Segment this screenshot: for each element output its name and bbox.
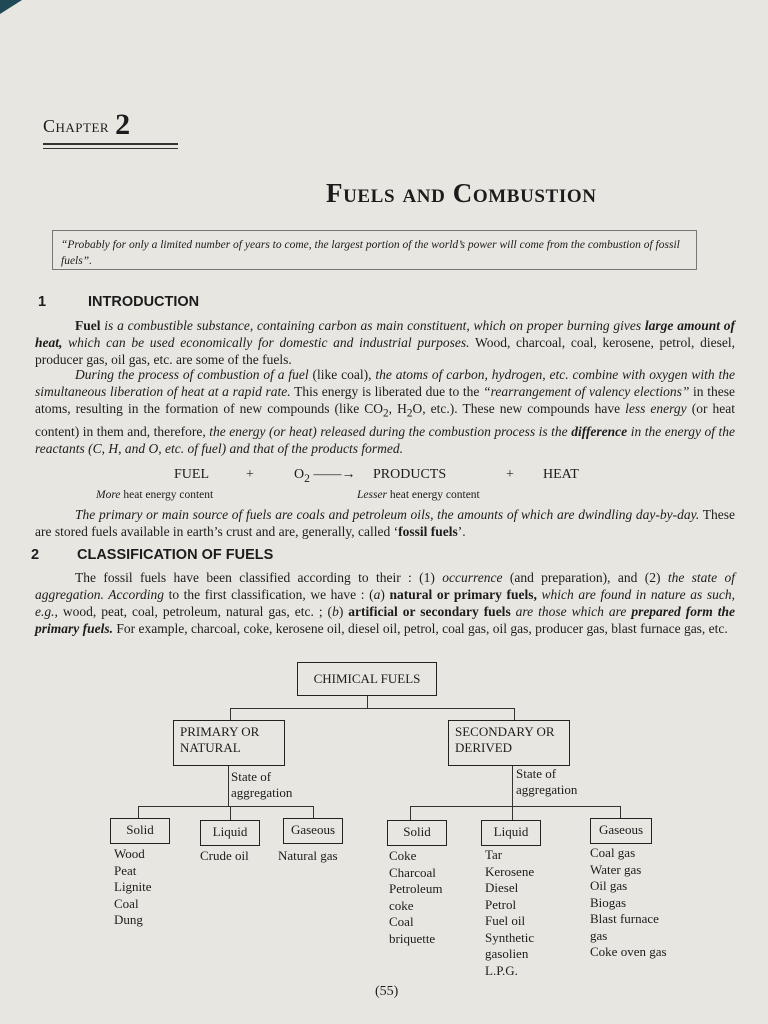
list-item: Biogas [590, 894, 627, 910]
intro-paragraph-1 [35, 317, 735, 368]
list-item: Diesel [485, 880, 519, 895]
connector [620, 806, 621, 818]
text-run: This energy is liberated due to the [290, 384, 484, 399]
text-run: (or heat content) in them and, therefore, [35, 401, 735, 439]
chapter-title: Fuels and Combustion [326, 178, 597, 208]
list-item: Coke oven gas [590, 944, 667, 959]
eq-arrow: ——→ [313, 467, 356, 482]
text-run: “rearrangement of valency elections” [483, 384, 690, 399]
list-item: Natural gas [278, 848, 338, 863]
subscript: 2 [406, 407, 413, 420]
text-run: the atoms of carbon, hydrogen, etc. combine with oxygen with the simultaneous liberation of heat at a rapid rate. [35, 367, 735, 399]
state-label-right: State of aggregation [516, 766, 578, 797]
text-run: large amount of heat, [35, 318, 735, 350]
section-number: 1 [38, 294, 47, 310]
connector [138, 806, 314, 807]
text-run: less energy [625, 401, 687, 416]
intro-paragraph-2 [35, 366, 735, 457]
connector [138, 806, 139, 818]
list-item: Dung [114, 912, 143, 927]
connector [367, 696, 368, 708]
text-run: More [96, 489, 121, 501]
text-run: Lesser [357, 489, 388, 501]
secondary-liquid-node: Liquid [481, 820, 541, 846]
list-item: Petrol [485, 896, 517, 912]
text-run: occurrence [442, 570, 503, 585]
text-run: (like coal), [308, 367, 376, 382]
text-run: a [373, 587, 381, 602]
list-item: gasolien [485, 946, 529, 961]
connector [410, 806, 411, 820]
energy-label-left [96, 489, 213, 501]
list-item: Kerosene [485, 863, 535, 879]
term-fuel: Fuel [75, 318, 101, 333]
section-title: INTRODUCTION [88, 294, 200, 310]
connector [512, 806, 513, 820]
connector [230, 708, 514, 709]
text-run: to the first classification, we have : ( [163, 587, 374, 602]
connector [514, 708, 515, 720]
energy-label-right [357, 489, 480, 501]
text-run: fossil fuels [398, 524, 458, 539]
text-run: which can be used economically for domestic and industrial purposes. [62, 335, 470, 350]
text-run: For example, charcoal, coke, kerosene oil, diesel oil, petrol, coal gas, oil gas, producer gas, blast furnace gas, etc. [113, 621, 728, 636]
chapter-rule [43, 143, 178, 149]
connector [512, 766, 513, 806]
list-item: Coke [389, 848, 417, 863]
primary-liquid-list [200, 848, 249, 865]
list-item: Tar [485, 847, 503, 862]
eq-fuel: FUEL [174, 467, 209, 482]
text-run: in these atoms, resulting in the formation of new compounds (like CO [35, 384, 735, 416]
root-node: CHIMICAL FUELS [297, 662, 437, 696]
text-run: The fossil fuels have been classified according to their : (1) [75, 570, 443, 585]
text-run: are those which are [510, 604, 632, 619]
primary-node: PRIMARY OR NATURAL [173, 720, 285, 766]
section-title: CLASSIFICATION OF FUELS [77, 547, 274, 563]
text-run: b [332, 604, 339, 619]
list-item: Charcoal [389, 864, 436, 880]
text-run: the state of aggregation. According [35, 570, 736, 602]
epigraph-quote: “Probably for only a limited number of years to come, the largest portion of the world’s power will come from the combustion of fossil fuels”. [52, 230, 697, 270]
text-run: (and preparation), and (2) [502, 570, 668, 585]
secondary-solid-node: Solid [387, 820, 447, 846]
list-item: Petroleum [389, 881, 443, 896]
section-number: 2 [31, 547, 40, 563]
secondary-solid-list [389, 848, 442, 947]
list-item: Fuel oil [485, 913, 526, 928]
eq-plus-2: + [506, 467, 514, 482]
classification-paragraph [35, 569, 735, 637]
list-item: Synthetic [485, 929, 535, 945]
chapter-number: 2 [115, 108, 131, 141]
text-run: O, etc.). These new compounds have [412, 401, 626, 416]
secondary-gaseous-node: Gaseous [590, 818, 652, 844]
text-run: heat energy content [120, 489, 214, 501]
connector [228, 766, 229, 806]
connector [230, 708, 231, 720]
primary-solid-list [114, 846, 152, 929]
list-item: Peat [114, 862, 137, 878]
text-run: wood, peat, coal, petroleum, natural gas, etc. ; ( [57, 604, 333, 619]
list-item: Lignite [114, 879, 152, 894]
eq-oxygen [294, 467, 355, 485]
list-item: Coal [114, 895, 139, 911]
list-item: L.P.G. [485, 962, 518, 978]
subscript: 2 [304, 471, 310, 485]
connector [313, 806, 314, 818]
list-item: coke [389, 897, 414, 913]
list-item: briquette [389, 930, 436, 946]
list-item: Oil gas [590, 878, 628, 893]
text-run: the energy (or heat) released during the combustion process is the [209, 423, 572, 439]
text-run: Wood, charcoal, coal, kerosene, petrol, diesel, producer gas, oil gas, etc. are some of the fuels. [35, 335, 736, 367]
corner-mark [0, 0, 22, 14]
secondary-node: SECONDARY OR DERIVED [448, 720, 570, 766]
section-2-heading [31, 547, 273, 563]
text-run: ) [380, 587, 390, 602]
connector [410, 806, 620, 807]
subscript: 2 [383, 407, 389, 420]
text-run: prepared form the primary fuels. [35, 604, 736, 636]
section-1-heading [38, 294, 199, 310]
text-run: During the process of combustion of a fuel [75, 367, 309, 382]
text-run: difference [571, 423, 628, 439]
text-run: The primary or main source of fuels are coals and petroleum oils, the amounts of which are dwindling day-by-day. [75, 507, 700, 522]
text-run: , H [388, 401, 407, 416]
chapter-label [43, 106, 131, 140]
text-run: is a combustible substance, containing carbon as main constituent, which on proper burning gives [100, 318, 645, 333]
eq-products: PRODUCTS [373, 467, 447, 482]
text-run: which are found in nature as such, e.g., [35, 587, 735, 619]
list-item: Crude oil [200, 848, 249, 863]
intro-paragraph-3 [35, 506, 735, 540]
list-item: Coal [389, 914, 414, 929]
primary-solid-node: Solid [110, 818, 170, 844]
primary-liquid-node: Liquid [200, 820, 260, 846]
list-item: Coal gas [590, 845, 636, 860]
state-label-left: State of aggregation [231, 769, 293, 800]
text-run: natural or primary fuels, [389, 587, 537, 602]
secondary-liquid-list [485, 847, 534, 979]
text-run: ’. [457, 524, 466, 539]
list-item: Wood [114, 846, 145, 861]
page-number: (55) [375, 984, 399, 999]
text-run: heat energy content [387, 489, 480, 501]
list-item: Blast furnace [590, 911, 659, 926]
list-item: gas [590, 927, 608, 943]
primary-gaseous-node: Gaseous [283, 818, 343, 844]
primary-gaseous-list [278, 848, 338, 865]
chapter-word: Chapter [43, 116, 110, 136]
eq-o: O [294, 467, 305, 482]
secondary-gaseous-list [590, 845, 667, 961]
eq-heat: HEAT [543, 467, 579, 482]
connector [230, 806, 231, 820]
text-run: in the energy of the reactants (C, H, and O, etc. of fuel) and that of the products formed. [35, 423, 735, 456]
text-run: These are stored fuels available in earth’s crust and are, generally, called ‘ [35, 507, 735, 539]
list-item: Water gas [590, 861, 642, 877]
text-run: ) [338, 604, 349, 619]
eq-plus-1: + [246, 467, 254, 482]
text-run: artificial or secondary fuels [348, 604, 511, 619]
